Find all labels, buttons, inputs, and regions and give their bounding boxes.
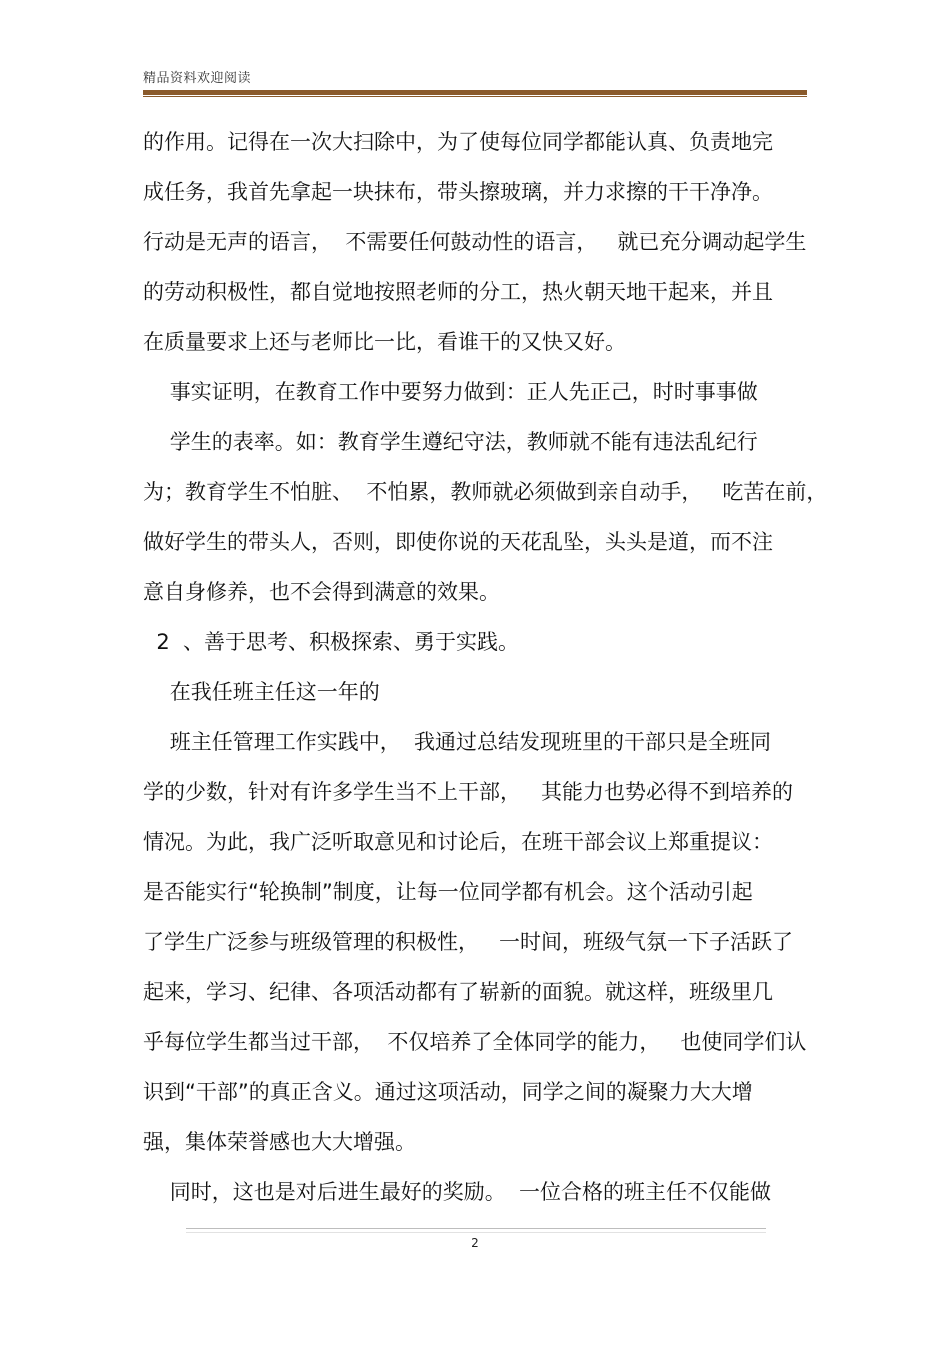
text-line: 做好学生的带头人，否则，即使你说的天花乱坠，头头是道，而不注 xyxy=(143,530,773,554)
page-header: 精品资料欢迎阅读 xyxy=(143,71,252,86)
text-line: 为；教育学生不怕脏、 不怕累，教师就必须做到亲自动手， 吃苦在前， xyxy=(143,480,828,504)
header-rule-thick xyxy=(143,90,807,95)
text-line: 行动是无声的语言， 不需要任何鼓动性的语言， 就已充分调动起学生 xyxy=(143,230,807,254)
header-rule xyxy=(143,90,807,98)
text-line: 同时，这也是对后进生最好的奖励。 一位合格的班主任不仅能做 xyxy=(143,1180,772,1204)
text-line: 是否能实行“轮换制”制度，让每一位同学都有机会。这个活动引起 xyxy=(143,880,753,904)
text-line: 学的少数，针对有许多学生当不上干部， 其能力也势必得不到培养的 xyxy=(143,780,794,804)
text-line: 起来，学习、纪律、各项活动都有了崭新的面貌。就这样，班级里几 xyxy=(143,980,773,1004)
text-line: 成任务，我首先拿起一块抹布，带头擦玻璃，并力求擦的干干净净。 xyxy=(143,180,773,204)
footer-rule xyxy=(186,1228,766,1233)
header-rule-thin xyxy=(143,96,807,97)
text-line: 识到“干部”的真正含义。通过这项活动，同学之间的凝聚力大大增 xyxy=(143,1080,753,1104)
text-line: 班主任管理工作实践中， 我通过总结发现班里的干部只是全班同 xyxy=(143,730,772,754)
text-line: 的作用。记得在一次大扫除中，为了使每位同学都能认真、负责地完 xyxy=(143,130,773,154)
page-number: 2 xyxy=(471,1236,479,1250)
text-line: 意自身修养，也不会得到满意的效果。 xyxy=(143,580,500,604)
text-line: 在我任班主任这一年的 xyxy=(143,680,380,704)
text-line: 情况。为此，我广泛听取意见和讨论后，在班干部会议上郑重提议： xyxy=(143,830,773,854)
document-body xyxy=(143,120,828,1220)
text-line: 在质量要求上还与老师比一比，看谁干的又快又好。 xyxy=(143,330,626,354)
text-line: 学生的表率。如：教育学生遵纪守法，教师就不能有违法乱纪行 xyxy=(143,430,758,454)
text-line: 乎每位学生都当过干部， 不仅培养了全体同学的能力， 也使同学们认 xyxy=(143,1030,807,1054)
text-line: 强，集体荣誉感也大大增强。 xyxy=(143,1130,416,1154)
text-line: 事实证明，在教育工作中要努力做到：正人先正己，时时事事做 xyxy=(143,380,758,404)
text-line: 2 、善于思考、积极探索、勇于实践。 xyxy=(143,630,520,654)
text-line: 的劳动积极性，都自觉地按照老师的分工，热火朝天地干起来，并且 xyxy=(143,280,773,304)
text-line: 了学生广泛参与班级管理的积极性， 一时间，班级气氛一下子活跃了 xyxy=(143,930,794,954)
